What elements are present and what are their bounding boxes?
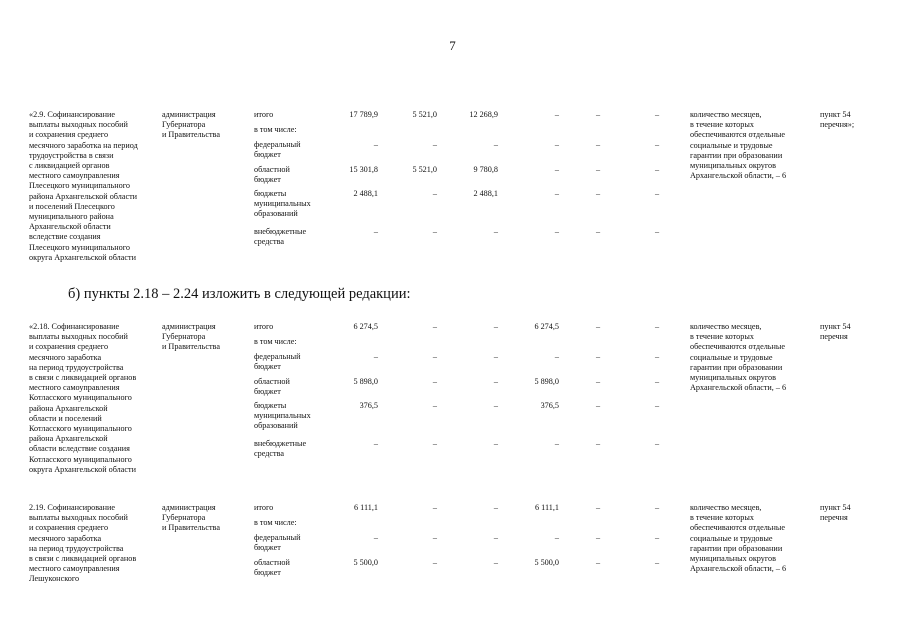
funding-source-label: итого [254, 110, 274, 119]
reference-line: пункт 54 [820, 322, 851, 331]
reference-line: пункт 54 [820, 110, 851, 119]
indicator-line: количество месяцев, [690, 503, 762, 512]
funding-source-label: бюджет [254, 362, 281, 372]
executor-line: Губернатора [162, 120, 206, 130]
funding-value-cell: 376,5 [540, 401, 559, 410]
funding-source-label: бюджеты [254, 401, 287, 410]
funding-value-cell: – [373, 533, 378, 542]
funding-value-cell: – [596, 165, 601, 174]
reference-line: пункт 54 [820, 503, 851, 512]
funding-source-label: областной [254, 558, 290, 567]
funding-value-cell: – [432, 352, 437, 361]
measure-description-line: и сохранения среднего [29, 342, 109, 352]
funding-value-cell: 17 789,9 [349, 110, 378, 119]
funding-value-cell: – [432, 189, 437, 198]
indicator-line: социальные и трудовые [690, 533, 773, 543]
funding-value-cell: 6 274,5 [353, 322, 378, 331]
indicator-line: муниципальных округов [690, 554, 776, 563]
funding-value-cell: – [596, 503, 601, 512]
funding-value-cell: – [554, 352, 559, 361]
funding-value-cell: – [596, 189, 601, 198]
indicator-line: обеспечиваются отдельные [690, 342, 786, 352]
funding-value-cell: 6 274,5 [534, 322, 559, 331]
funding-value-cell: – [655, 439, 660, 448]
funding-source-label: в том числе: [254, 125, 297, 134]
indicator-line: количество месяцев, [690, 322, 762, 331]
funding-source-label: в том числе: [254, 518, 297, 527]
funding-source-label: муниципальных [254, 199, 311, 209]
indicator-line: гарантии при образовании [690, 362, 783, 372]
funding-source-label: в том числе: [254, 337, 297, 346]
measure-description-line: выплаты выходных пособий [29, 513, 128, 523]
funding-value-cell: – [493, 227, 498, 236]
indicator-line: в течение которых [690, 332, 754, 342]
funding-value-cell: 2 488,1 [353, 189, 378, 198]
funding-value-cell: – [554, 165, 559, 174]
funding-source-label: муниципальных [254, 411, 311, 421]
measure-description-line: в связи с ликвидацией органов [29, 373, 137, 382]
section-heading: б) пункты 2.18 – 2.24 изложить в следующей редакции: [68, 286, 411, 302]
executor-line: и Правительства [162, 342, 220, 352]
funding-source-label: бюджет [254, 543, 281, 553]
funding-value-cell: – [493, 439, 498, 448]
indicator-line: гарантии при образовании [690, 543, 783, 553]
funding-source-label: бюджет [254, 175, 281, 185]
funding-value-cell: – [655, 110, 660, 119]
indicator-line: муниципальных округов [690, 373, 776, 382]
funding-value-cell: – [432, 503, 437, 512]
measure-description-line: вследствие создания [29, 232, 101, 242]
funding-source-label: внебюджетные [254, 227, 307, 236]
funding-source-label: средства [254, 449, 285, 459]
funding-value-cell: – [596, 533, 601, 542]
funding-value-cell: 5 898,0 [534, 377, 559, 386]
measure-description-line: округа Архангельской области [29, 464, 136, 474]
funding-value-cell: – [596, 558, 601, 567]
funding-value-cell: – [432, 377, 437, 386]
measure-description-line: Котласского муниципального [29, 454, 132, 464]
measure-description-line: района Архангельской области [29, 191, 138, 201]
executor-line: Губернатора [162, 513, 206, 523]
measure-description-line: области и поселений [29, 413, 102, 423]
measure-description-line: округа Архангельской области [29, 252, 136, 262]
funding-value-cell: – [655, 227, 660, 236]
measure-description-line: с ликвидацией органов [29, 161, 110, 170]
funding-value-cell: – [493, 352, 498, 361]
funding-value-cell: – [493, 533, 498, 542]
executor-line: администрация [162, 503, 216, 512]
funding-source-label: бюджеты [254, 189, 287, 198]
funding-value-cell: – [432, 439, 437, 448]
funding-value-cell: – [493, 322, 498, 331]
funding-value-cell: – [493, 377, 498, 386]
measure-description-line: местного самоуправления [29, 171, 120, 181]
indicator-line: социальные и трудовые [690, 140, 773, 150]
reference-line: перечня»; [820, 120, 855, 130]
funding-value-cell: – [554, 189, 559, 198]
funding-value-cell: – [655, 558, 660, 567]
funding-value-cell: – [554, 227, 559, 236]
funding-value-cell: – [493, 558, 498, 567]
measure-description-line: Лешуконского [29, 574, 80, 584]
funding-value-cell: 5 500,0 [534, 558, 559, 567]
funding-value-cell: – [596, 352, 601, 361]
funding-source-label: федеральный [254, 352, 301, 361]
funding-value-cell: – [655, 377, 660, 386]
executor-line: и Правительства [162, 523, 220, 533]
funding-value-cell: – [655, 140, 660, 149]
funding-value-cell: – [655, 401, 660, 410]
measure-description-line: Котласского муниципального [29, 424, 132, 433]
funding-value-cell: 9 780,8 [473, 165, 498, 174]
funding-value-cell: – [554, 439, 559, 448]
funding-value-cell: 5 521,0 [412, 110, 437, 119]
measure-description-line: области вследствие создания [29, 444, 130, 454]
measure-description-line: «2.9. Софинансирование [29, 110, 116, 119]
funding-value-cell: – [596, 401, 601, 410]
indicator-line: Архангельской области, – 6 [690, 171, 787, 181]
funding-value-cell: – [554, 140, 559, 149]
funding-value-cell: – [432, 533, 437, 542]
measure-description-line: месячного заработка [29, 352, 102, 362]
funding-source-label: бюджет [254, 387, 281, 397]
funding-value-cell: 5 500,0 [353, 558, 378, 567]
funding-value-cell: – [493, 140, 498, 149]
indicator-line: обеспечиваются отдельные [690, 523, 786, 533]
measure-description-line: на период трудоустройства [29, 362, 124, 372]
measure-description-line: месячного заработка на период [29, 140, 138, 150]
funding-value-cell: 12 268,9 [469, 110, 498, 119]
measure-description-line: «2.18. Софинансирование [29, 322, 120, 331]
funding-value-cell: – [432, 227, 437, 236]
funding-source-label: областной [254, 377, 290, 386]
measure-description-line: трудоустройства в связи [29, 150, 114, 160]
funding-value-cell: – [493, 401, 498, 410]
funding-source-label: федеральный [254, 140, 301, 149]
funding-value-cell: 2 488,1 [473, 189, 498, 198]
funding-value-cell: – [655, 503, 660, 512]
indicator-line: в течение которых [690, 120, 754, 130]
indicator-line: обеспечиваются отдельные [690, 130, 786, 140]
funding-value-cell: – [373, 352, 378, 361]
funding-value-cell: – [554, 110, 559, 119]
reference-line: перечня [820, 332, 848, 342]
measure-description-line: Плесецкого муниципального [29, 181, 130, 191]
funding-source-label: образований [254, 421, 298, 431]
funding-source-label: областной [254, 165, 290, 174]
funding-value-cell: – [432, 401, 437, 410]
measure-description-line: Архангельской области [29, 222, 111, 232]
funding-source-label: федеральный [254, 533, 301, 542]
measure-description-line: муниципального района [29, 212, 114, 221]
funding-value-cell: 6 111,1 [354, 503, 378, 512]
measure-description-line: района Архангельской [29, 403, 108, 413]
measure-description-line: на период трудоустройства [29, 543, 124, 553]
measure-description-line: района Архангельской [29, 434, 108, 444]
funding-source-label: внебюджетные [254, 439, 307, 448]
executor-line: администрация [162, 110, 216, 119]
funding-source-label: итого [254, 503, 274, 512]
funding-value-cell: – [373, 227, 378, 236]
indicator-line: Архангельской области, – 6 [690, 383, 787, 393]
indicator-line: социальные и трудовые [690, 352, 773, 362]
funding-value-cell: – [655, 352, 660, 361]
reference-line: перечня [820, 513, 848, 523]
funding-value-cell: – [596, 322, 601, 331]
funding-value-cell: 6 111,1 [535, 503, 559, 512]
funding-value-cell: – [655, 533, 660, 542]
funding-value-cell: 376,5 [359, 401, 378, 410]
funding-value-cell: – [655, 189, 660, 198]
funding-value-cell: – [432, 322, 437, 331]
funding-source-label: бюджет [254, 150, 281, 160]
funding-value-cell: – [596, 377, 601, 386]
measure-description-line: местного самоуправления [29, 564, 120, 574]
funding-value-cell: – [655, 165, 660, 174]
funding-value-cell: – [493, 503, 498, 512]
measure-description-line: выплаты выходных пособий [29, 332, 128, 342]
funding-value-cell: – [554, 533, 559, 542]
page-number: 7 [449, 38, 456, 53]
executor-line: и Правительства [162, 130, 220, 140]
indicator-line: в течение которых [690, 513, 754, 523]
indicator-line: количество месяцев, [690, 110, 762, 119]
funding-value-cell: – [432, 140, 437, 149]
measure-description-line: месячного заработка [29, 533, 102, 543]
measure-description-line: местного самоуправления [29, 383, 120, 393]
indicator-line: муниципальных округов [690, 161, 776, 170]
measure-description-line: выплаты выходных пособий [29, 120, 128, 130]
executor-line: Губернатора [162, 332, 206, 342]
funding-value-cell: – [432, 558, 437, 567]
funding-value-cell: 5 898,0 [353, 377, 378, 386]
funding-value-cell: 5 521,0 [412, 165, 437, 174]
executor-line: администрация [162, 322, 216, 331]
measure-description-line: и сохранения среднего [29, 130, 109, 140]
funding-source-label: образований [254, 209, 298, 219]
measure-description-line: и сохранения среднего [29, 523, 109, 533]
funding-value-cell: – [373, 439, 378, 448]
measure-description-line: Котласского муниципального [29, 393, 132, 403]
funding-source-label: средства [254, 237, 285, 247]
funding-value-cell: – [655, 322, 660, 331]
funding-value-cell: – [596, 439, 601, 448]
measure-description-line: Плесецкого муниципального [29, 242, 130, 252]
measure-description-line: и поселений Плесецкого [29, 201, 115, 211]
funding-source-label: итого [254, 322, 274, 331]
funding-value-cell: 15 301,8 [349, 165, 378, 174]
funding-value-cell: – [373, 140, 378, 149]
funding-source-label: бюджет [254, 568, 281, 578]
funding-value-cell: – [596, 140, 601, 149]
funding-value-cell: – [596, 227, 601, 236]
indicator-line: гарантии при образовании [690, 150, 783, 160]
measure-description-line: 2.19. Софинансирование [29, 503, 116, 512]
funding-value-cell: – [596, 110, 601, 119]
measure-description-line: в связи с ликвидацией органов [29, 554, 137, 563]
indicator-line: Архангельской области, – 6 [690, 564, 787, 574]
